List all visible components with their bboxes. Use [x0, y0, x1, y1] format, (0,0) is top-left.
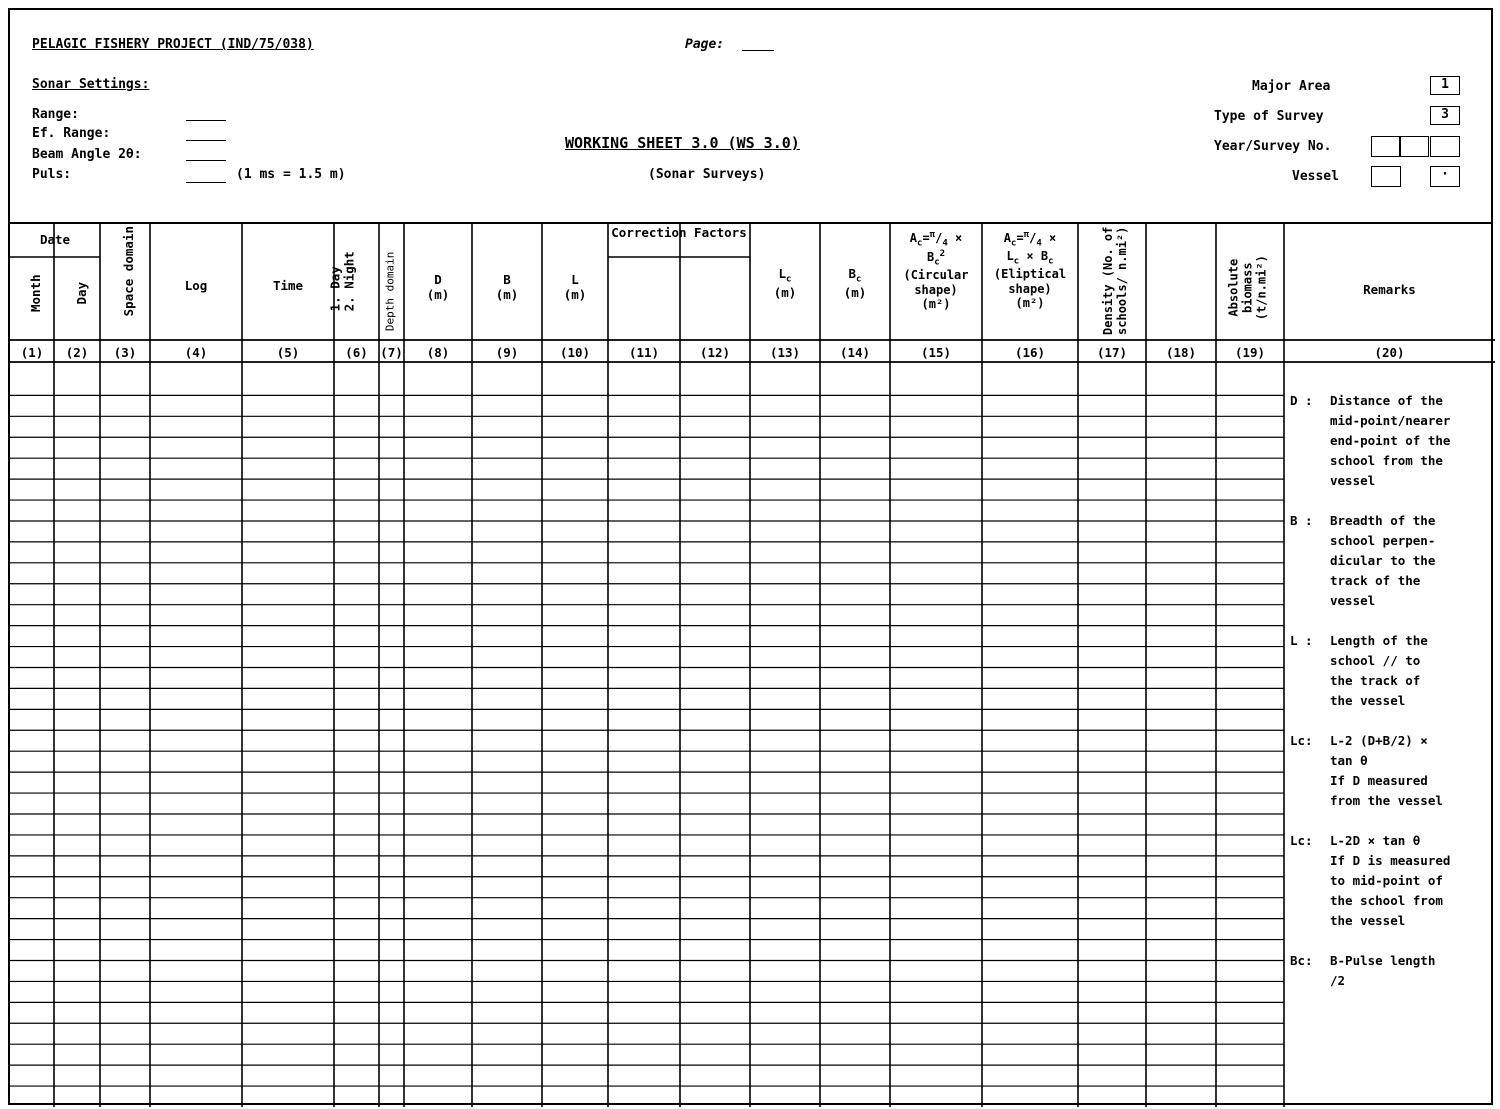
remark-lc2-key: Lc: [1290, 833, 1313, 848]
day-option: 1. Day [327, 266, 343, 312]
sonar-settings-heading: Sonar Settings: [32, 77, 150, 92]
column-number: (8) [426, 345, 450, 360]
column-number: (2) [65, 345, 89, 360]
l-unit: (m) [563, 287, 587, 302]
remark-b-text: Breadth of the school perpen- dicular to the track of the vessel [1330, 513, 1436, 608]
column-number: (7) [380, 345, 403, 360]
column-number: (19) [1234, 345, 1266, 360]
column-number: (4) [184, 345, 208, 360]
remark-l-key: L : [1290, 633, 1313, 648]
col-eliptical-area-header [982, 230, 1078, 311]
column-number: (3) [113, 345, 137, 360]
col-space-domain-header: Space domain [120, 226, 136, 317]
column-number: (12) [699, 345, 731, 360]
eliptical-label: (Eliptical [993, 267, 1067, 282]
col-density-header: Density (No. of schools/ n.mi²) [1101, 226, 1129, 335]
column-number: (18) [1165, 345, 1197, 360]
bc-sub: c [856, 274, 862, 285]
project-title: PELAGIC FISHERY PROJECT (IND/75/038) [32, 37, 314, 52]
column-number: (9) [495, 345, 519, 360]
range-label: Range: [32, 107, 79, 122]
column-number: (20) [1374, 345, 1405, 360]
col-correction-header: Correction Factors [611, 225, 747, 240]
lc-unit: (m) [773, 285, 797, 301]
col-bc-header [820, 266, 890, 300]
d-letter: D [434, 272, 442, 287]
col-biomass-header: Absolute biomass (t/n.mi²) [1226, 255, 1268, 321]
col-log-header: Log [184, 278, 208, 293]
col-b-header [472, 272, 542, 302]
page-label: Page: [685, 37, 725, 52]
lc-letter: L [778, 266, 787, 281]
lc-sub: c [786, 274, 792, 285]
col-day-header: Day [73, 281, 89, 305]
remark-bc-text: B-Pulse length /2 [1330, 953, 1436, 988]
b-unit: (m) [495, 287, 519, 302]
remark-lc2-text: L-2D × tan θ If D is measured to mid-point of the school from the vessel [1330, 833, 1451, 928]
remark-b-key: B : [1290, 513, 1313, 528]
col-lc-header [750, 266, 820, 300]
column-number: (11) [628, 345, 660, 360]
night-option: 2. Night [342, 251, 357, 312]
b-letter: B [503, 272, 511, 287]
remark-lc1-key: Lc: [1290, 733, 1313, 748]
col-remarks-header: Remarks [1363, 282, 1416, 297]
column-number: (17) [1096, 345, 1128, 360]
remark-d-key: D : [1290, 393, 1313, 408]
remark-lc1-text: tan θ If D measured from the vessel [1330, 753, 1443, 808]
col-month-header: Month [27, 274, 43, 313]
year-survey-label: Year/Survey No. [1214, 139, 1332, 154]
column-number: (13) [769, 345, 801, 360]
puls-note: (1 ms = 1.5 m) [236, 167, 346, 182]
column-number: (15) [920, 345, 952, 360]
d-unit: (m) [426, 287, 450, 302]
type-of-survey-label: Type of Survey [1214, 109, 1324, 124]
type-of-survey-box[interactable]: 3 [1430, 106, 1460, 125]
col-day-night-header [329, 249, 358, 311]
circular-formula: $A_c=^\pi/_4$ × [909, 230, 963, 249]
vessel-label: Vessel [1292, 169, 1339, 184]
column-number: (5) [276, 345, 300, 360]
major-area-label: Major Area [1252, 79, 1331, 94]
col-depth-clip [379, 223, 404, 340]
bc-letter: B [848, 266, 857, 281]
beam-angle-label: Beam Angle 2θ: [32, 147, 142, 162]
column-number: (14) [839, 345, 871, 360]
remark-bc-key: Bc: [1290, 953, 1313, 968]
col-d-header [404, 272, 472, 302]
table-grid [10, 10, 1495, 1107]
major-area-box[interactable]: 1 [1430, 76, 1460, 95]
circular-shape: shape) [914, 282, 958, 297]
ef-range-label: Ef. Range: [32, 126, 111, 141]
circular-unit: (m²) [921, 297, 951, 312]
puls-label: Puls: [32, 167, 72, 182]
circular-label: (Circular [903, 268, 969, 283]
sheet-subtitle: (Sonar Surveys) [648, 167, 766, 182]
column-number: (6) [345, 345, 368, 360]
working-sheet [8, 8, 1493, 1105]
remark-d-text: Distance of the mid-point/nearer end-point of the school from the vessel [1330, 393, 1451, 488]
col-circular-area-header [890, 230, 982, 312]
remark-l-text: Length of the school // to the track of the vessel [1330, 633, 1428, 708]
column-number: (10) [559, 345, 591, 360]
col-time-header: Time [272, 278, 304, 293]
circular-bc2: $B_c^2$ [926, 249, 946, 268]
l-letter: L [571, 272, 579, 287]
sheet-title: WORKING SHEET 3.0 (WS 3.0) [565, 134, 800, 152]
col-date-header: Date [39, 232, 71, 247]
vessel-box-2[interactable]: · [1430, 166, 1460, 187]
eliptical-shape: shape) [1008, 281, 1052, 296]
column-number: (16) [1014, 345, 1046, 360]
remark-lc1-formula: L-2 (D+B/2) × [1330, 733, 1428, 748]
col-depth-domain-header: Depth domain [383, 251, 397, 332]
eliptical-unit: (m²) [1015, 296, 1045, 311]
column-number: (1) [20, 345, 44, 360]
col-l-header [542, 272, 608, 302]
eliptical-formula: $A_c=^\pi/_4$ × [1003, 230, 1057, 249]
bc-unit: (m) [843, 285, 867, 301]
eliptical-lcbc: $L_c \times B_c$ [1006, 249, 1054, 267]
